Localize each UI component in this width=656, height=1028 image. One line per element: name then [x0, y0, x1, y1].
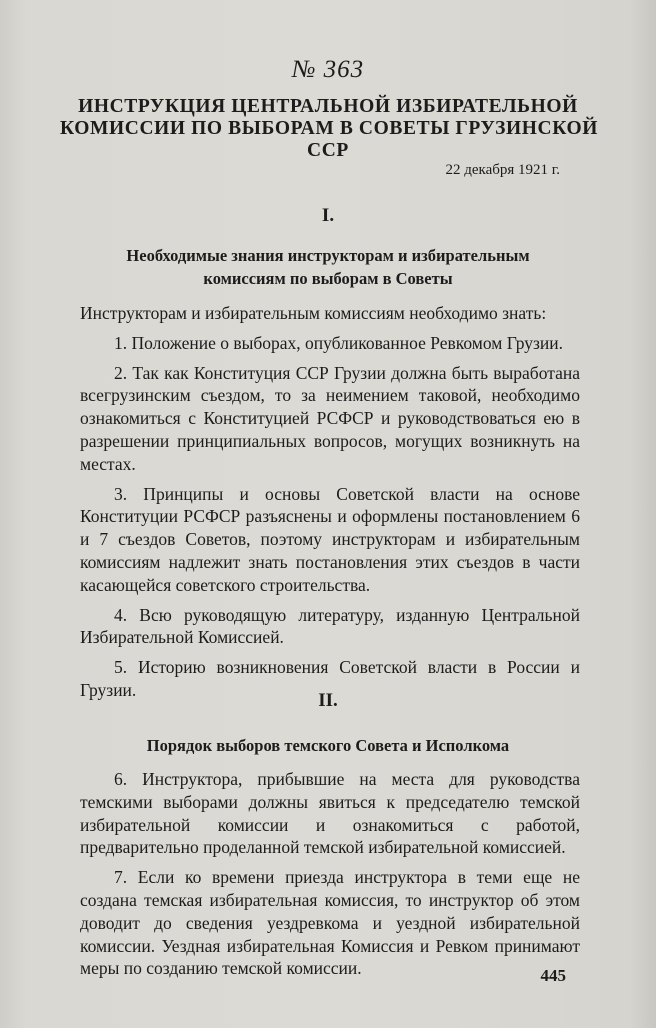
paragraph: 7. Если ко времени приезда инструктора в теми еще не создана темская избирательная комиссия, то инструктор об этом доводит до сведения уездревкома и уездной избирательной комиссии. Уездная избирательная Комиссия и Ревком принимают меры по созданию темской комиссии.: [80, 867, 580, 979]
section-heading: Порядок выборов темского Совета и Исполкома: [146, 736, 510, 755]
heading-line: Необходимые знания инструкторам и избирательным: [126, 246, 530, 265]
document-title: [60, 96, 596, 162]
paragraph: 5. Историю возникновения Советской власти в России и Грузии.: [80, 657, 580, 700]
section-number: I.: [321, 205, 335, 226]
paragraph: 6. Инструктора, прибывшие на места для руководства темскими выборами должны явиться к председателю темской избирательной комиссии и ознакомиться с работой, предварительно проделанной темской избирательной комиссией.: [80, 769, 580, 858]
title-line: КОМИССИИ ПО ВЫБОРАМ В СОВЕТЫ ГРУЗИНСКОЙ: [60, 118, 598, 139]
section-heading: [70, 244, 586, 290]
title-line: ССР: [307, 140, 349, 161]
heading-line: комиссиям по выборам в Советы: [203, 269, 453, 288]
paragraph: 1. Положение о выборах, опубликованное Ревкомом Грузии.: [114, 332, 564, 353]
paragraph: 2. Так как Конституция ССР Грузии должна быть выработана всегрузинским съездом, то за неимением таковой, необходимо ознакомиться с Конституцией РСФСР и руководствоваться ею в разрешении принципиальных вопросов, могущих возникнуть на местах.: [80, 362, 580, 474]
section-body: [80, 768, 580, 980]
section-number: II.: [318, 690, 338, 711]
paragraph: 4. Всю руководящую литературу, изданную Центральной Избирательной Комиссией.: [80, 604, 580, 648]
section-body: [80, 302, 580, 702]
paragraph: 3. Принципы и основы Советской власти на основе Конституции РСФСР разъяснены и оформлены постановлением 6 и 7 съездов Советов, поэтому инструкторам и избирательным комиссиям надлежит знать постановления этих съездов в части касающейся советского строительства.: [80, 483, 580, 595]
title-line: ИНСТРУКЦИЯ ЦЕНТРАЛЬНОЙ ИЗБИРАТЕЛЬНОЙ: [78, 96, 578, 117]
document-number: № 363: [291, 56, 365, 83]
paragraph: Инструкторам и избирательным комиссиям необходимо знать:: [80, 303, 547, 323]
document-date: 22 декабря 1921 г.: [445, 162, 560, 178]
page-number: 445: [540, 966, 566, 985]
